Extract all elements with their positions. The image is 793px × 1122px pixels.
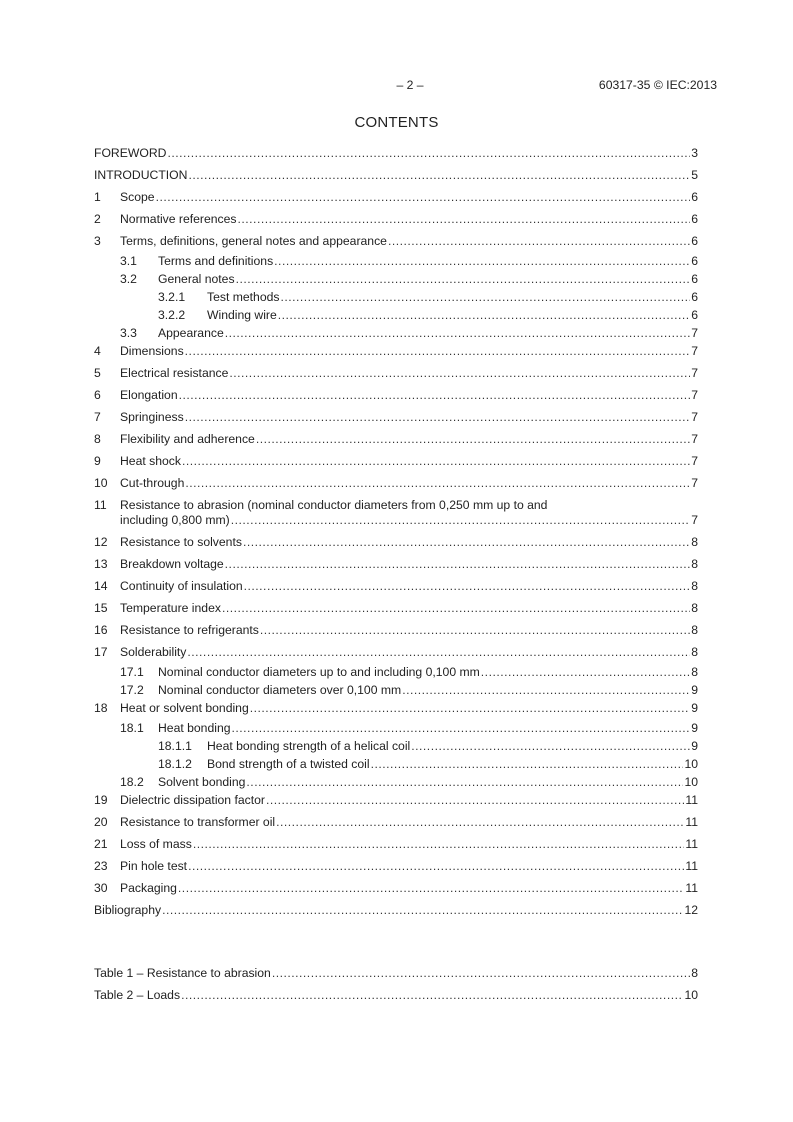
dot-leader bbox=[187, 645, 690, 660]
toc-entry-title: INTRODUCTION bbox=[94, 168, 188, 182]
toc-entry[interactable] bbox=[94, 308, 698, 323]
dot-leader bbox=[388, 234, 690, 249]
toc-entry-number: 16 bbox=[94, 623, 108, 637]
toc-entry-title: Solderability bbox=[120, 645, 187, 659]
toc-entry-title: Dielectric dissipation factor bbox=[120, 793, 265, 807]
dot-leader bbox=[280, 290, 690, 305]
toc-entry[interactable] bbox=[94, 775, 698, 790]
toc-entry[interactable] bbox=[94, 815, 698, 830]
dot-leader bbox=[179, 388, 691, 403]
toc-entry-title: Test methods bbox=[207, 290, 280, 304]
list-of-tables bbox=[94, 966, 698, 1010]
toc-entry-number: 1 bbox=[94, 190, 101, 204]
toc-entry[interactable] bbox=[94, 476, 698, 491]
toc-entry-number: 9 bbox=[94, 454, 101, 468]
toc-entry-title: Terms and definitions bbox=[158, 254, 274, 268]
table-list-page: 8 bbox=[691, 966, 698, 980]
table-list-entry[interactable] bbox=[94, 966, 698, 981]
toc-entry-number: 18.2 bbox=[120, 775, 144, 789]
toc-entry-number: 17 bbox=[94, 645, 108, 659]
dot-leader bbox=[231, 513, 690, 528]
dot-leader bbox=[402, 683, 690, 698]
toc-entry-number: 3.2.1 bbox=[158, 290, 186, 304]
toc-entry-title: Bond strength of a twisted coil bbox=[207, 757, 370, 771]
toc-entry-page: 11 bbox=[685, 837, 698, 851]
toc-entry[interactable] bbox=[94, 498, 698, 528]
dot-leader bbox=[232, 721, 691, 736]
toc-entry-number: 11 bbox=[94, 498, 107, 512]
dot-leader bbox=[182, 454, 690, 469]
toc-entry[interactable] bbox=[94, 344, 698, 359]
toc-entry-title: Packaging bbox=[120, 881, 177, 895]
toc-entry-page: 10 bbox=[684, 775, 698, 789]
toc-entry-page: 8 bbox=[691, 557, 698, 571]
toc-entry-title: Heat bonding bbox=[158, 721, 231, 735]
toc-entry-number: 6 bbox=[94, 388, 101, 402]
toc-entry-page: 6 bbox=[691, 190, 698, 204]
toc-entry-page: 9 bbox=[691, 701, 698, 715]
toc-entry-title: Nominal conductor diameters over 0,100 mm bbox=[158, 683, 402, 697]
toc-entry-page: 7 bbox=[691, 410, 698, 424]
toc-entry[interactable] bbox=[94, 903, 698, 918]
page-header bbox=[0, 78, 793, 94]
toc-entry[interactable] bbox=[94, 623, 698, 638]
toc-entry[interactable] bbox=[94, 739, 698, 754]
toc-entry[interactable] bbox=[94, 881, 698, 896]
toc-entry-number: 18 bbox=[94, 701, 108, 715]
toc-entry-page: 6 bbox=[691, 272, 698, 286]
dot-leader bbox=[225, 326, 690, 341]
toc-entry-page: 8 bbox=[691, 535, 698, 549]
dot-leader bbox=[185, 476, 690, 491]
toc-entry[interactable] bbox=[94, 290, 698, 305]
table-of-contents bbox=[94, 146, 698, 923]
toc-entry-title: Resistance to solvents bbox=[120, 535, 242, 549]
table-list-title: Table 1 – Resistance to abrasion bbox=[94, 966, 271, 980]
toc-entry-page: 7 bbox=[691, 344, 698, 358]
toc-entry-page: 7 bbox=[691, 366, 698, 380]
toc-entry-number: 7 bbox=[94, 410, 101, 424]
toc-entry-number: 18.1 bbox=[120, 721, 144, 735]
toc-entry-page: 9 bbox=[691, 721, 698, 735]
dot-leader bbox=[181, 988, 683, 1003]
toc-entry-title: Cut-through bbox=[120, 476, 185, 490]
dot-leader bbox=[185, 410, 691, 425]
toc-entry[interactable] bbox=[94, 190, 698, 205]
dot-leader bbox=[178, 881, 684, 896]
toc-entry-title: Heat or solvent bonding bbox=[120, 701, 249, 715]
document-reference: 60317-35 © IEC:2013 bbox=[598, 78, 717, 92]
table-list-page: 10 bbox=[684, 988, 698, 1002]
toc-entry[interactable] bbox=[94, 579, 698, 594]
dot-leader bbox=[185, 344, 691, 359]
toc-entry-title: Heat bonding strength of a helical coil bbox=[207, 739, 411, 753]
dot-leader bbox=[276, 815, 684, 830]
toc-entry[interactable] bbox=[94, 683, 698, 698]
toc-entry[interactable] bbox=[94, 601, 698, 616]
dot-leader bbox=[229, 366, 690, 381]
dot-leader bbox=[238, 212, 691, 227]
toc-entry-title: FOREWORD bbox=[94, 146, 167, 160]
toc-entry-title: Continuity of insulation bbox=[120, 579, 243, 593]
toc-entry-title: Normative references bbox=[120, 212, 237, 226]
toc-entry-page: 11 bbox=[685, 815, 698, 829]
toc-entry-page: 8 bbox=[691, 579, 698, 593]
toc-entry[interactable] bbox=[94, 645, 698, 660]
toc-entry-page: 8 bbox=[691, 623, 698, 637]
toc-entry-title: Solvent bonding bbox=[158, 775, 246, 789]
toc-entry[interactable] bbox=[94, 665, 698, 680]
toc-entry[interactable] bbox=[94, 535, 698, 550]
dot-leader bbox=[243, 535, 690, 550]
toc-entry-page: 6 bbox=[691, 254, 698, 268]
toc-entry-title: Resistance to refrigerants bbox=[120, 623, 259, 637]
toc-entry-page: 6 bbox=[691, 212, 698, 226]
toc-entry[interactable] bbox=[94, 701, 698, 716]
toc-entry-title: Elongation bbox=[120, 388, 178, 402]
toc-entry-title: Springiness bbox=[120, 410, 184, 424]
toc-entry-title: Nominal conductor diameters up to and including 0,100 mm bbox=[158, 665, 480, 679]
dot-leader bbox=[274, 254, 690, 269]
dot-leader bbox=[167, 146, 690, 161]
toc-entry-number: 13 bbox=[94, 557, 108, 571]
toc-entry-page: 7 bbox=[691, 326, 698, 340]
toc-entry[interactable] bbox=[94, 326, 698, 341]
page-number: – 2 – bbox=[396, 78, 424, 92]
toc-entry[interactable] bbox=[94, 859, 698, 874]
dot-leader bbox=[411, 739, 690, 754]
toc-entry[interactable] bbox=[94, 146, 698, 161]
toc-entry[interactable] bbox=[94, 234, 698, 249]
dot-leader bbox=[250, 701, 690, 716]
toc-entry-page: 11 bbox=[685, 881, 698, 895]
toc-entry-number: 21 bbox=[94, 837, 108, 851]
toc-entry-number: 3.1 bbox=[120, 254, 137, 268]
dot-leader bbox=[193, 837, 685, 852]
dot-leader bbox=[225, 557, 691, 572]
toc-entry[interactable] bbox=[94, 557, 698, 572]
toc-entry[interactable] bbox=[94, 272, 698, 287]
toc-entry[interactable] bbox=[94, 793, 698, 808]
toc-entry-number: 20 bbox=[94, 815, 108, 829]
toc-entry[interactable] bbox=[94, 721, 698, 736]
toc-entry-page: 11 bbox=[685, 859, 698, 873]
dot-leader bbox=[236, 272, 691, 287]
toc-entry[interactable] bbox=[94, 410, 698, 425]
toc-entry[interactable] bbox=[94, 212, 698, 227]
dot-leader bbox=[256, 432, 690, 447]
toc-entry-number: 3 bbox=[94, 234, 101, 248]
toc-entry-title: Terms, definitions, general notes and appearance bbox=[120, 234, 387, 248]
dot-leader bbox=[371, 757, 684, 772]
dot-leader bbox=[188, 859, 684, 874]
toc-entry-page: 10 bbox=[684, 757, 698, 771]
toc-entry[interactable] bbox=[94, 837, 698, 852]
toc-entry-title: Scope bbox=[120, 190, 155, 204]
toc-entry-page: 6 bbox=[691, 234, 698, 248]
toc-entry-title-line1: Resistance to abrasion (nominal conductor diameters from 0,250 mm up to and bbox=[120, 498, 548, 512]
toc-entry-page: 12 bbox=[684, 903, 698, 917]
toc-entry-number: 2 bbox=[94, 212, 101, 226]
toc-entry-title: Breakdown voltage bbox=[120, 557, 224, 571]
toc-entry-page: 6 bbox=[691, 290, 698, 304]
toc-entry-page: 7 bbox=[691, 388, 698, 402]
toc-entry[interactable] bbox=[94, 432, 698, 447]
toc-entry-number: 14 bbox=[94, 579, 108, 593]
toc-entry-page: 9 bbox=[691, 739, 698, 753]
toc-entry-page: 8 bbox=[691, 645, 698, 659]
toc-entry-number: 10 bbox=[94, 476, 108, 490]
toc-entry-page: 8 bbox=[691, 665, 698, 679]
toc-entry-title: Temperature index bbox=[120, 601, 221, 615]
dot-leader bbox=[278, 308, 690, 323]
dot-leader bbox=[272, 966, 690, 981]
toc-entry-number: 4 bbox=[94, 344, 101, 358]
toc-entry-number: 19 bbox=[94, 793, 108, 807]
toc-entry-number: 15 bbox=[94, 601, 108, 615]
dot-leader bbox=[222, 601, 690, 616]
dot-leader bbox=[481, 665, 690, 680]
toc-entry-number: 18.1.1 bbox=[158, 739, 192, 753]
table-list-title: Table 2 – Loads bbox=[94, 988, 181, 1002]
contents-heading: CONTENTS bbox=[354, 114, 439, 131]
toc-entry-title: Pin hole test bbox=[120, 859, 188, 873]
toc-entry-title: Electrical resistance bbox=[120, 366, 229, 380]
toc-entry-page: 7 bbox=[691, 454, 698, 468]
dot-leader bbox=[188, 168, 690, 183]
toc-entry-title: including 0,800 mm) bbox=[120, 513, 230, 527]
toc-entry-title: Resistance to transformer oil bbox=[120, 815, 276, 829]
dot-leader bbox=[260, 623, 690, 638]
toc-entry-number: 3.2 bbox=[120, 272, 137, 286]
dot-leader bbox=[162, 903, 683, 918]
toc-entry-number: 12 bbox=[94, 535, 108, 549]
toc-entry-page: 8 bbox=[691, 601, 698, 615]
toc-entry-title: Appearance bbox=[158, 326, 224, 340]
toc-entry-title: General notes bbox=[158, 272, 235, 286]
toc-entry[interactable] bbox=[94, 757, 698, 772]
toc-entry[interactable] bbox=[94, 254, 698, 269]
table-list-entry[interactable] bbox=[94, 988, 698, 1003]
toc-entry-number: 5 bbox=[94, 366, 101, 380]
toc-entry-title: Loss of mass bbox=[120, 837, 192, 851]
toc-entry-page: 7 bbox=[691, 513, 698, 527]
toc-entry-title: Heat shock bbox=[120, 454, 181, 468]
toc-entry-number: 17.1 bbox=[120, 665, 144, 679]
toc-entry[interactable] bbox=[94, 366, 698, 381]
toc-entry[interactable] bbox=[94, 454, 698, 469]
dot-leader bbox=[156, 190, 691, 205]
toc-entry-title: Dimensions bbox=[120, 344, 184, 358]
toc-entry-title: Flexibility and adherence bbox=[120, 432, 255, 446]
toc-entry-number: 3.3 bbox=[120, 326, 137, 340]
toc-entry-page: 9 bbox=[691, 683, 698, 697]
toc-entry-number: 8 bbox=[94, 432, 101, 446]
toc-entry-page: 6 bbox=[691, 308, 698, 322]
dot-leader bbox=[244, 579, 691, 594]
toc-entry-number: 3.2.2 bbox=[158, 308, 186, 322]
toc-entry-page: 7 bbox=[691, 476, 698, 490]
dot-leader bbox=[246, 775, 683, 790]
dot-leader bbox=[266, 793, 684, 808]
toc-entry-title: Winding wire bbox=[207, 308, 277, 322]
toc-entry-title: Bibliography bbox=[94, 903, 162, 917]
toc-entry-number: 17.2 bbox=[120, 683, 144, 697]
toc-entry-page: 3 bbox=[691, 146, 698, 160]
toc-entry-number: 23 bbox=[94, 859, 108, 873]
toc-entry-page: 5 bbox=[691, 168, 698, 182]
toc-entry-page: 7 bbox=[691, 432, 698, 446]
toc-entry[interactable] bbox=[94, 388, 698, 403]
toc-entry-number: 30 bbox=[94, 881, 108, 895]
toc-entry-number: 18.1.2 bbox=[158, 757, 192, 771]
toc-entry-page: 11 bbox=[685, 793, 698, 807]
toc-entry[interactable] bbox=[94, 168, 698, 183]
